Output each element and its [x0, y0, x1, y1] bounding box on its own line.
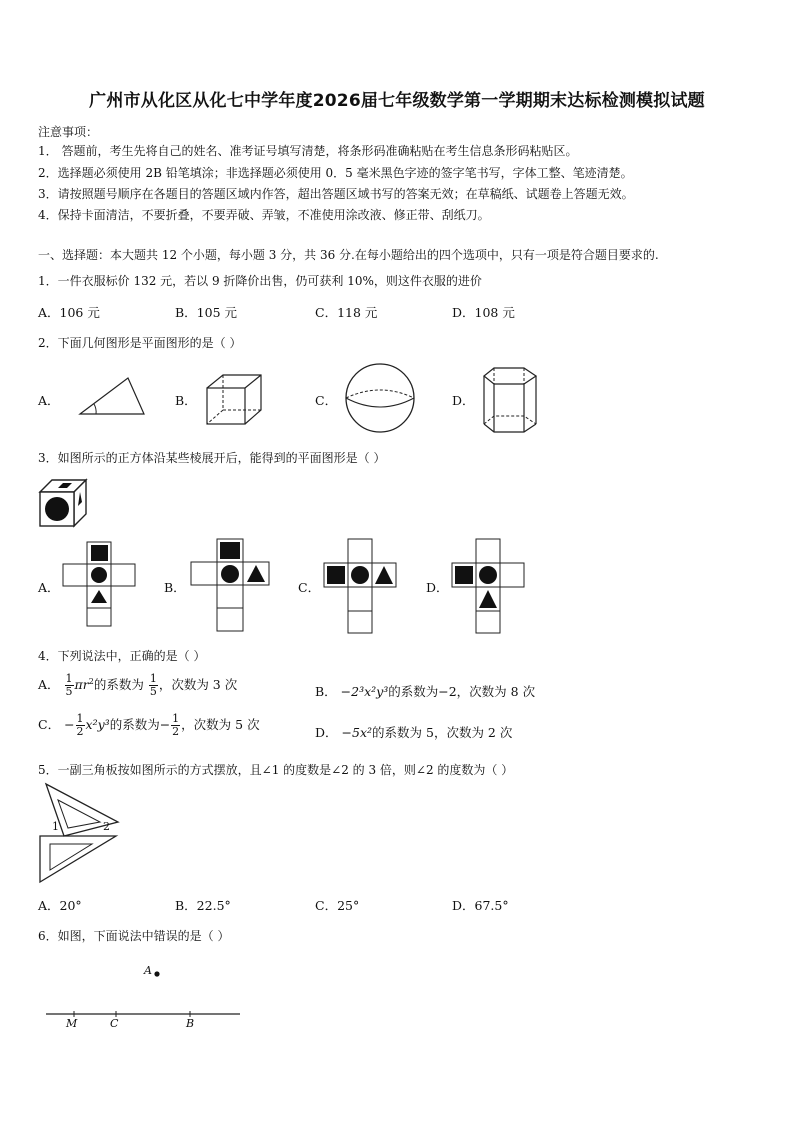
fraction-numerator: 1 [76, 712, 84, 725]
q1-option-d: D．108 元 [452, 305, 515, 320]
notice-item: 1． 答题前，考生先将自己的姓名、准考证号填写清楚，将条形码准确粘贴在考生信息条形码粘贴区。 [38, 144, 578, 158]
question-4-stem: 4．下列说法中，正确的是（ ） [38, 649, 206, 663]
fraction-numerator: 1 [65, 672, 73, 685]
q3-label-d: D． [426, 580, 449, 595]
hexagonal-prism-figure [480, 364, 542, 436]
triangle-rulers-figure [38, 782, 122, 890]
fraction-denominator: 5 [65, 685, 73, 698]
q2-label-c: C． [315, 393, 338, 408]
net-option-b [188, 537, 278, 633]
q5-option-a: A．20° [38, 898, 82, 913]
net-option-a [62, 540, 142, 630]
sphere-figure [342, 362, 418, 434]
fraction-numerator: 1 [149, 672, 157, 685]
question-1-stem: 1．一件衣服标价 132 元，若以 9 折降价出售，仍可获利 10%，则这件衣服的进价 [38, 274, 482, 288]
fraction-numerator: 1 [172, 712, 180, 725]
fraction [76, 713, 85, 738]
q1-option-a: A．106 元 [38, 305, 100, 320]
q3-label-c: C． [298, 580, 321, 595]
option-text: 的系数为 [93, 677, 144, 692]
fraction [149, 673, 158, 698]
notice-item: 2．选择题必须使用 2B 铅笔填涂；非选择题必须使用 0．5 毫米黑色字迹的签字笔书写，字体工整、笔迹清楚。 [38, 166, 633, 180]
option-text: 的系数为−2，次数为 8 次 [388, 684, 536, 699]
point-b-label: B [186, 1017, 195, 1030]
q4-option-b [315, 682, 535, 700]
fraction-denominator: 2 [172, 725, 180, 738]
q2-label-a: A． [38, 393, 60, 408]
question-2-stem: 2．下面几何图形是平面图形的是（ ） [38, 336, 242, 350]
q2-label-d: D． [452, 393, 475, 408]
q5-option-c: C．25° [315, 898, 360, 913]
question-6-stem: 6．如图，下面说法中错误的是（ ） [38, 929, 230, 943]
option-label: C． [38, 717, 61, 732]
point-c-label: C [110, 1017, 119, 1030]
math-expression: x²y³ [85, 717, 110, 732]
net-option-c [322, 537, 402, 635]
patterned-cube-figure [38, 478, 88, 528]
math-expression: πr [74, 677, 89, 692]
angle-1-label: 1 [52, 820, 59, 833]
math-expression: −5x² [341, 725, 373, 740]
option-label: D． [315, 725, 338, 740]
triangle-figure [70, 370, 150, 420]
page-title: 广州市从化区从化七中学年度2026届七年级数学第一学期期末达标检测模拟试题 [89, 91, 705, 111]
q3-label-a: A． [38, 580, 60, 595]
option-text: ，次数为 3 次 [158, 677, 238, 692]
q4-option-d [315, 723, 512, 741]
q4-option-a [38, 673, 237, 698]
notice-heading: 注意事项： [38, 125, 99, 139]
option-text: ，次数为 5 次 [181, 717, 260, 732]
fraction-denominator: 2 [76, 725, 84, 738]
section-heading: 一、选择题：本大题共 12 个小题，每小题 3 分，共 36 分.在每小题给出的四个选项中，只有一项是符合题目要求的. [38, 248, 659, 262]
net-option-d [450, 537, 530, 635]
math-expression: −2³x²y³ [340, 684, 389, 699]
q5-option-d: D．67.5° [452, 898, 509, 913]
q5-option-b: B．22.5° [175, 898, 231, 913]
angle-2-label: 2 [103, 820, 110, 833]
q4-option-c [38, 713, 260, 738]
q3-label-b: B． [164, 580, 186, 595]
option-label: B． [315, 684, 337, 699]
fraction [171, 713, 180, 738]
option-label: A． [38, 677, 60, 692]
fraction-denominator: 5 [149, 685, 157, 698]
q1-option-b: B．105 元 [175, 305, 238, 320]
notice-item: 4．保持卡面清洁，不要折叠，不要弄破、弄皱，不准使用涂改液、修正带、刮纸刀。 [38, 208, 490, 222]
question-5-stem: 5．一副三角板按如图所示的方式摆放，且∠1 的度数是∠2 的 3 倍，则∠2 的度数为（ ） [38, 763, 514, 777]
notice-item: 3．请按照题号顺序在各题目的答题区域内作答，超出答题区域书写的答案无效；在草稿纸、试题卷上答题无效。 [38, 187, 634, 201]
point-a-label: A [144, 964, 152, 977]
question-3-stem: 3．如图所示的正方体沿某些棱展开后，能得到的平面图形是（ ） [38, 451, 386, 465]
cube-figure [203, 372, 265, 428]
option-text: 的系数为− [109, 717, 171, 732]
option-text: 的系数为 5，次数为 2 次 [372, 725, 513, 740]
q1-option-c: C．118 元 [315, 305, 378, 320]
q2-label-b: B． [175, 393, 197, 408]
minus-sign: − [64, 717, 75, 732]
fraction [65, 673, 74, 698]
point-m-label: M [66, 1017, 78, 1030]
exponent: 2 [88, 676, 94, 686]
